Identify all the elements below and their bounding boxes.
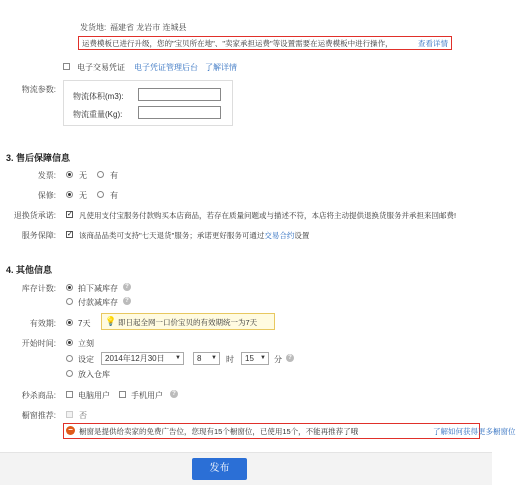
window-warning-text: 橱窗是提供给卖家的免费广告位，您现有15个橱窗位，已使用15个，不能再推荐了哦 (79, 427, 359, 436)
stock-order-info-icon[interactable]: ? (123, 283, 131, 291)
stock-pay-label: 付款减库存 (78, 298, 118, 307)
seckill-pc-label: 电脑用户 (78, 391, 110, 400)
window-label: 橱窗推荐: (21, 411, 56, 420)
lightbulb-icon: 💡 (105, 316, 117, 326)
guarantee-checkbox[interactable]: ✓ (67, 231, 73, 238)
window-no-label: 否 (79, 411, 87, 420)
stock-pay-info-icon[interactable]: ? (123, 297, 131, 305)
shipping-origin-label: 发货地: (80, 23, 107, 32)
validity-tip-text: 即日起全网一口价宝贝的有效期统一为7天 (118, 318, 258, 327)
window-checkbox[interactable] (66, 411, 73, 418)
shipping-origin-value: 福建省 龙岩市 连城县 (110, 23, 187, 32)
return-label: 退换货承诺: (13, 211, 56, 220)
shipping-notice-box (78, 36, 452, 50)
validity-tip (101, 313, 275, 330)
stock-radio-pay[interactable] (66, 298, 73, 305)
shipping-notice-text: 运费模板已进行升级，您的"宝贝所在地"、"卖家承担运费"等设置需要在运费模板中进行操作， (82, 39, 393, 48)
volume-input[interactable] (138, 88, 221, 101)
minute-select-value: 15 (245, 354, 254, 363)
logistics-label: 物流参数: (21, 85, 56, 94)
stock-order-label: 拍下减库存 (78, 284, 118, 293)
start-radio-set[interactable] (66, 355, 73, 362)
return-text: 凡使用支付宝服务付款购买本店商品，若存在质量问题或与描述不符，本店将主动提供退换货服务并承担来回邮费! (79, 211, 457, 220)
seckill-pc-checkbox[interactable] (66, 391, 73, 398)
shipping-notice-link[interactable]: 查看详情 (418, 39, 448, 48)
chevron-down-icon: ▼ (260, 355, 266, 361)
minute-select[interactable] (241, 352, 269, 365)
section-other-title: 4. 其他信息 (6, 265, 53, 275)
weight-input[interactable] (138, 106, 221, 119)
warranty-label: 保修: (37, 191, 56, 200)
minus-circle-icon: − (66, 426, 75, 435)
e-voucher-detail-link[interactable]: 了解详情 (205, 63, 237, 72)
guarantee-suffix: 设置 (294, 231, 310, 240)
validity-value: 7天 (78, 319, 91, 328)
validity-radio[interactable] (66, 319, 73, 326)
e-voucher-label: 电子交易凭证 (77, 63, 125, 72)
return-checkbox[interactable]: ✓ (67, 211, 73, 218)
hour-unit: 时 (226, 355, 234, 364)
chevron-down-icon: ▼ (175, 355, 181, 361)
hour-select-value: 8 (197, 354, 202, 363)
chevron-down-icon: ▼ (211, 355, 217, 361)
start-time-info-icon[interactable]: ? (286, 354, 294, 362)
guarantee-label: 服务保障: (21, 231, 56, 240)
minute-unit: 分 (274, 355, 282, 364)
window-more-link[interactable]: 了解如何获得更多橱窗位 (433, 427, 516, 436)
section-after-sale-title: 3. 售后保障信息 (6, 153, 71, 163)
start-warehouse-label: 放入仓库 (78, 370, 110, 379)
seckill-mobile-checkbox[interactable] (119, 391, 126, 398)
start-radio-now[interactable] (66, 339, 73, 346)
invoice-label: 发票: (37, 171, 56, 180)
window-warning-box (63, 423, 516, 439)
invoice-radio-no[interactable] (66, 171, 73, 178)
seckill-label: 秒杀商品: (21, 391, 56, 400)
volume-label: 物流体积(m3): (73, 92, 124, 101)
warranty-yes-label: 有 (110, 191, 118, 200)
hour-select[interactable] (193, 352, 220, 365)
date-select-value: 2014年12月30日 (105, 354, 165, 363)
start-time-label: 开始时间: (21, 339, 56, 348)
start-set-label: 设定 (78, 355, 94, 364)
contract-link[interactable]: 交易合约 (264, 231, 295, 240)
warranty-no-label: 无 (79, 191, 87, 200)
stock-radio-order[interactable] (66, 284, 73, 291)
e-voucher-manage-link[interactable]: 电子凭证管理后台 (134, 63, 198, 72)
e-voucher-checkbox[interactable] (63, 63, 70, 70)
start-radio-warehouse[interactable] (66, 370, 73, 377)
seckill-mobile-label: 手机用户 (131, 391, 163, 400)
date-select[interactable] (101, 352, 184, 365)
invoice-radio-yes[interactable] (97, 171, 104, 178)
warranty-radio-yes[interactable] (97, 191, 104, 198)
invoice-no-label: 无 (79, 171, 87, 180)
guarantee-text-line (79, 230, 309, 241)
warranty-radio-no[interactable] (66, 191, 73, 198)
seckill-info-icon[interactable]: ? (170, 390, 178, 398)
guarantee-text: 该商品品类可支持"七天退货"服务；承诺更好服务可通过 (79, 231, 265, 240)
publish-button[interactable]: 发布 (192, 458, 247, 480)
stock-label: 库存计数: (21, 284, 56, 293)
invoice-yes-label: 有 (110, 171, 118, 180)
validity-label: 有效期: (29, 319, 56, 328)
start-now-label: 立刻 (78, 339, 94, 348)
weight-label: 物流重量(Kg): (73, 110, 123, 119)
